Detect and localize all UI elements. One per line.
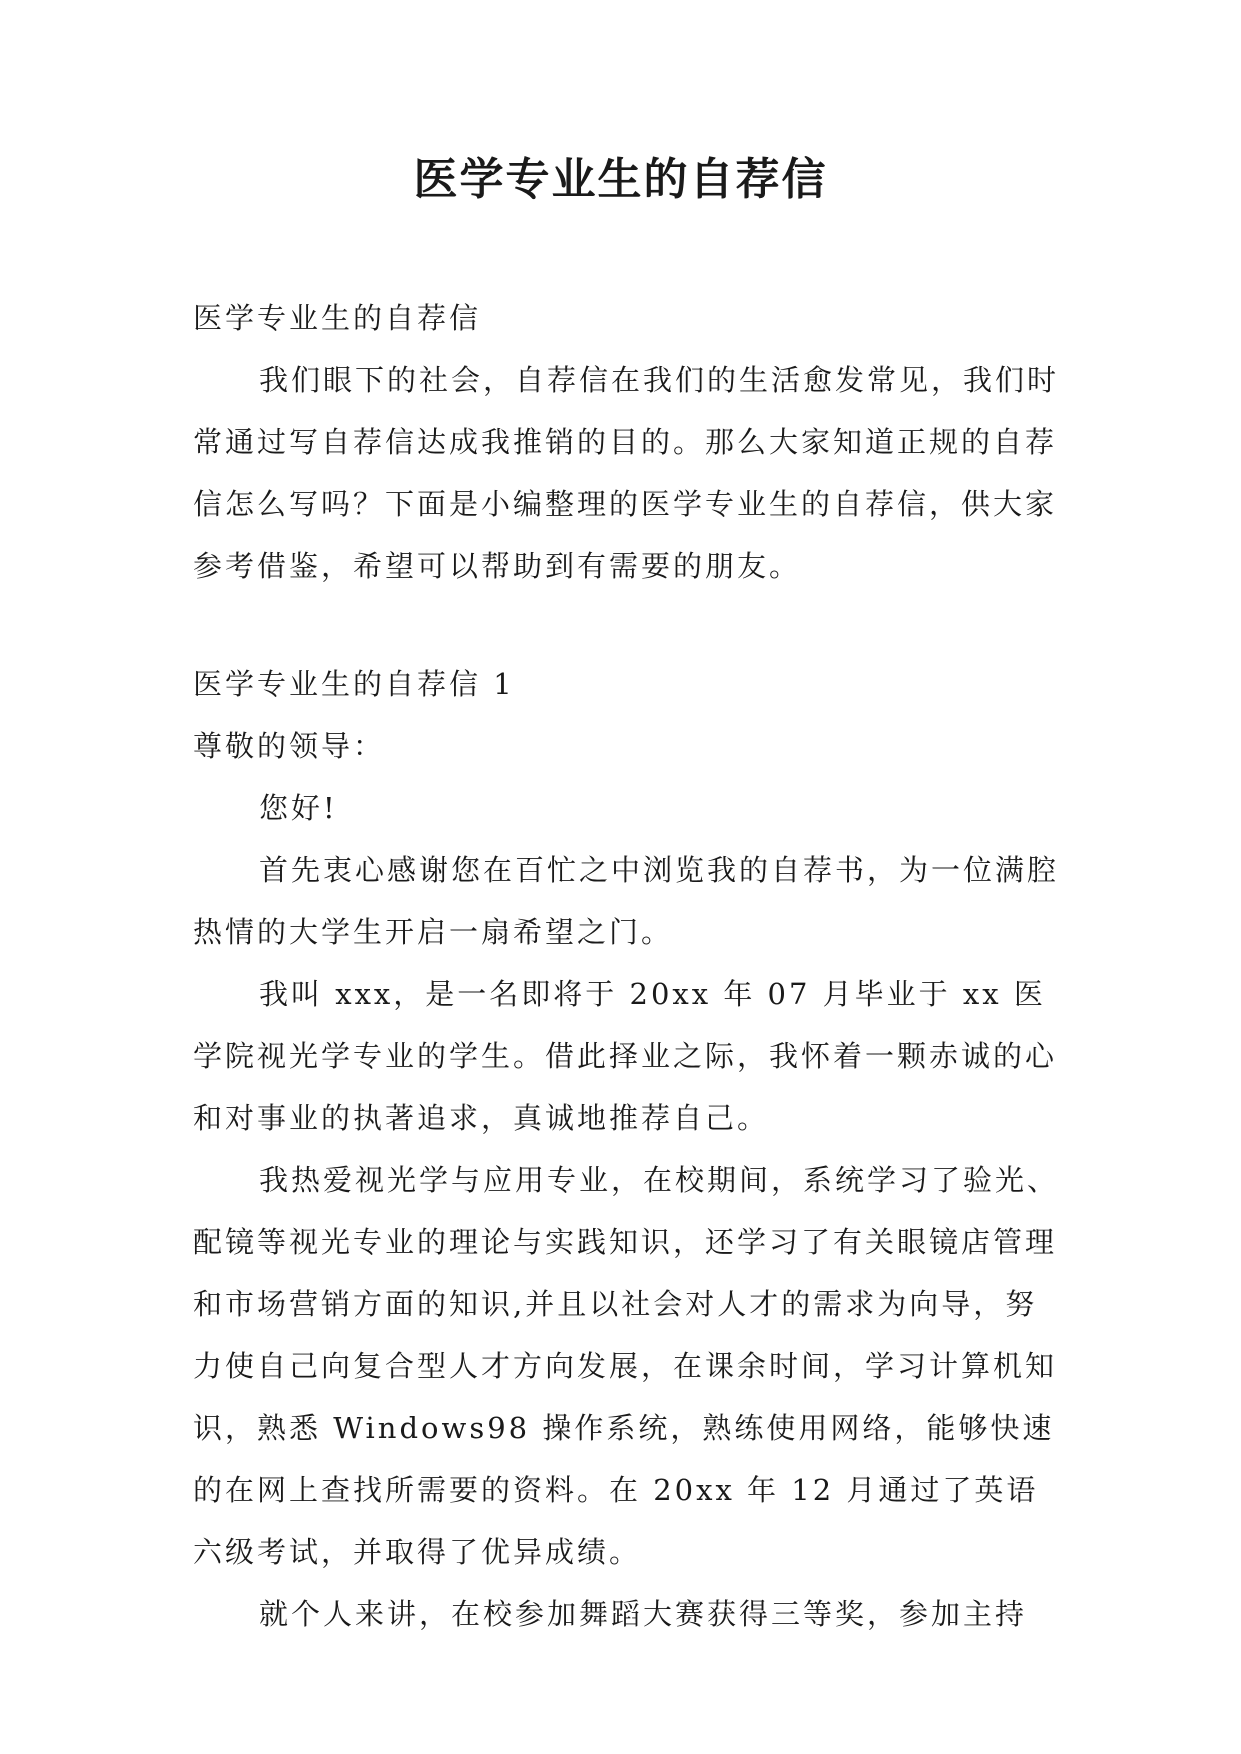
section-spacer (193, 597, 1063, 653)
intro-paragraph: 我们眼下的社会，自荐信在我们的生活愈发常见，我们时常通过写自荐信达成我推销的目的。那么大家知道正规的自荐信怎么写吗？下面是小编整理的医学专业生的自荐信，供大家参考借鉴，希望可以帮助到有需要的朋友。 (193, 363, 1060, 583)
letter-paragraph: 我热爱视光学与应用专业，在校期间，系统学习了验光、配镜等视光专业的理论与实践知识，还学习了有关眼镜店管理和市场营销方面的知识,并且以社会对人才的需求为向导，努力使自己向复合型人才方向发展，在课余时间，学习计算机知识，熟悉 Windows98 操作系统，熟练使用网络，能够快速的在网上查找所需要的资料。在 20xx 年 12 月通过了英语六级考试，并取得了优异成绩。 (193, 1163, 1060, 1569)
letter-heading: 医学专业生的自荐信 1 (193, 667, 515, 701)
document-title: 医学专业生的自荐信 (413, 154, 828, 205)
document-body (193, 287, 1063, 1645)
letter-salutation: 尊敬的领导： (193, 729, 386, 763)
letter-greeting: 您好! (259, 791, 338, 825)
letter-paragraph: 首先衷心感谢您在百忙之中浏览我的自荐书，为一位满腔热情的大学生开启一扇希望之门。 (193, 853, 1060, 949)
letter-paragraph: 我叫 xxx，是一名即将于 20xx 年 07 月毕业于 xx 医学院视光学专业的学生。借此择业之际，我怀着一颗赤诚的心和对事业的执著追求，真诚地推荐自己。 (193, 977, 1058, 1135)
letter-paragraph: 就个人来讲，在校参加舞蹈大赛获得三等奖，参加主持 (259, 1597, 1028, 1631)
document-subtitle: 医学专业生的自荐信 (193, 301, 482, 335)
